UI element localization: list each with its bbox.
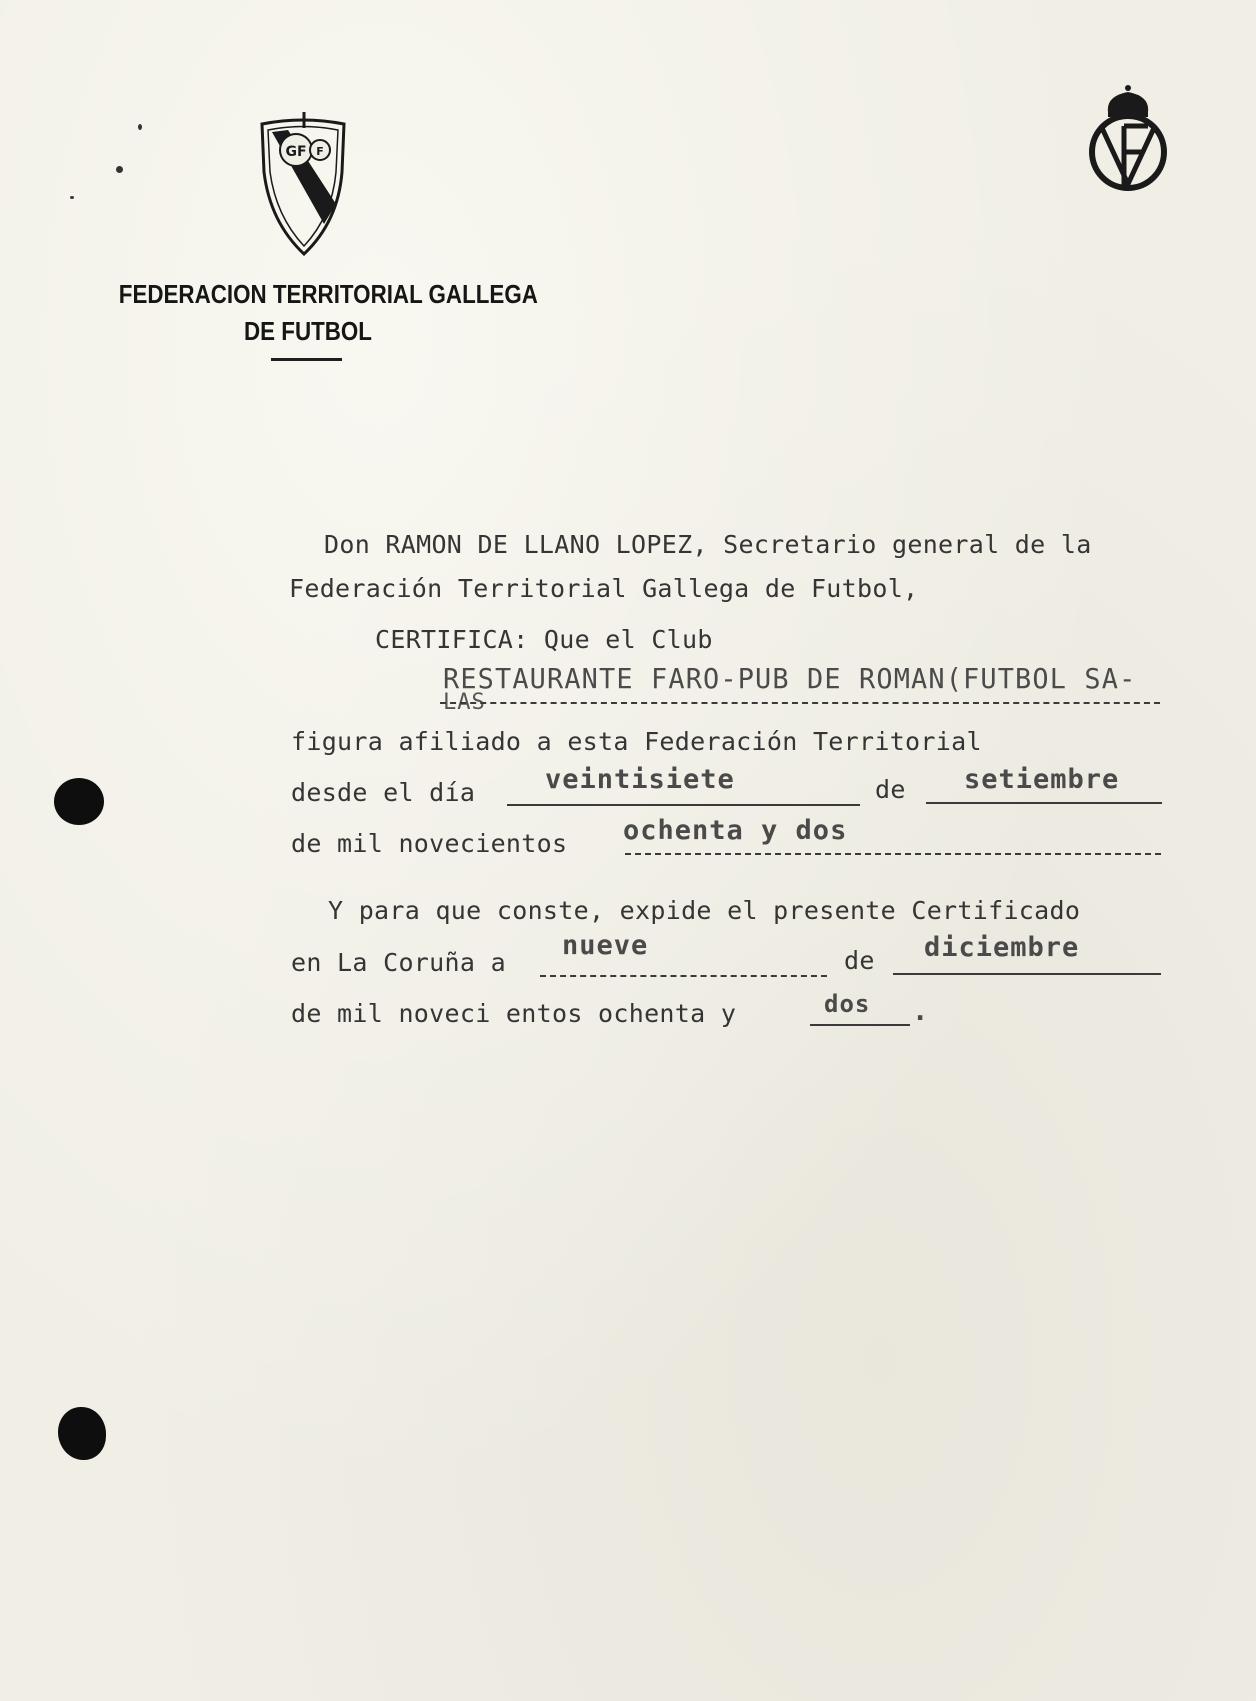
svg-text:F: F — [316, 145, 324, 158]
organization-name-line2: DE FUTBOL — [244, 316, 372, 346]
issue-de-label: de — [844, 946, 875, 975]
organization-name — [118, 276, 538, 350]
issue-year-value: dos — [824, 990, 871, 1018]
since-day-underline — [507, 804, 860, 806]
since-month-underline — [926, 802, 1162, 804]
certifica-heading: CERTIFICA: Que el Club — [375, 625, 713, 654]
issue-month-value: diciembre — [924, 932, 1080, 963]
issue-day-underline — [540, 975, 827, 977]
issue-day-value: nueve — [562, 930, 649, 961]
club-name-field: RESTAURANTE FARO-PUB DE ROMAN(FUTBOL SA- — [443, 662, 1137, 695]
royal-federation-crest-icon — [1086, 82, 1170, 198]
since-year-underline — [625, 853, 1161, 855]
since-month-value: setiembre — [964, 764, 1120, 795]
place-label: en La Coruña a — [291, 948, 506, 977]
since-year-label: de mil novecientos — [291, 829, 568, 858]
punch-hole-upper — [54, 778, 104, 825]
end-period: . — [912, 996, 930, 1027]
since-day-label: desde el día — [291, 778, 476, 807]
closing-text: Y para que conste, expide el presente Certificado — [328, 896, 1081, 925]
ink-speck — [138, 124, 142, 130]
punch-hole-lower — [58, 1407, 106, 1460]
since-day-value: veintisiete — [545, 764, 735, 795]
ftgf-crest-icon — [258, 112, 348, 260]
club-name-continuation: LAS — [443, 690, 486, 715]
header-underline — [271, 358, 342, 361]
ink-speck — [70, 196, 74, 199]
organization-name-line1: FEDERACION TERRITORIAL GALLEGA — [118, 279, 538, 309]
since-de-label: de — [875, 775, 906, 804]
issue-month-underline — [893, 973, 1161, 975]
issue-year-label: de mil noveci entos ochenta y — [291, 999, 737, 1028]
affiliation-text: figura afiliado a esta Federación Territorial — [291, 727, 982, 756]
issue-year-underline — [810, 1024, 910, 1026]
svg-text:GF: GF — [285, 144, 307, 160]
certificate-line-secretary: Don RAMON DE LLANO LOPEZ, Secretario general de la — [324, 530, 1092, 559]
ink-speck — [116, 166, 123, 173]
club-name-underline — [440, 702, 1160, 704]
since-year-value: ochenta y dos — [623, 815, 848, 846]
certificate-line-federation: Federación Territorial Gallega de Futbol, — [289, 574, 919, 603]
